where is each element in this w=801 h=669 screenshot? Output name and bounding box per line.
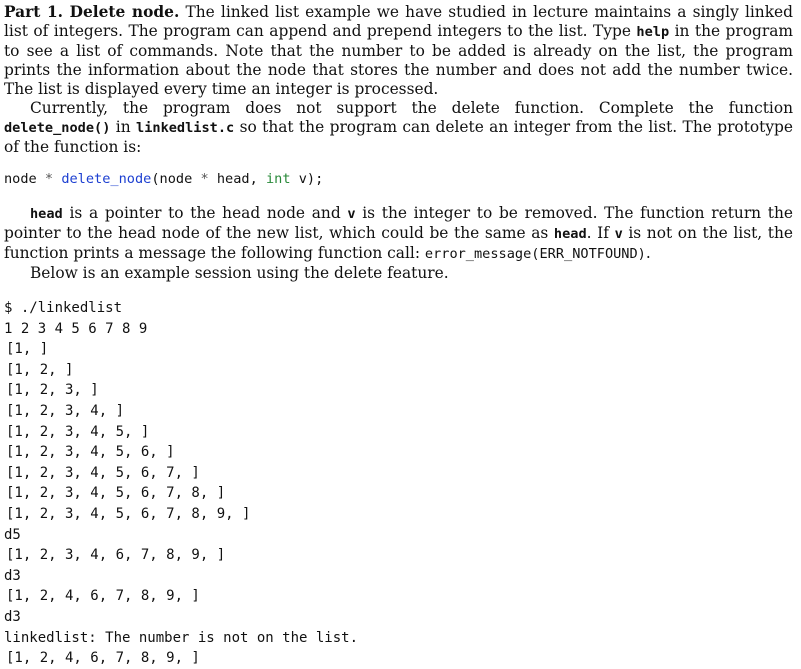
code-v: v (347, 206, 356, 222)
intro-text-a: The linked list example we have studied in lecture maintains a singly linked list of integers. The program can append and prepend integers to the list. Type (4, 3, 793, 40)
session-line: [1, 2, 3, 4, ] (6, 402, 125, 419)
section-heading: Part 1. Delete node. (4, 3, 180, 21)
task-text-a: Currently, the program does not support the delete function. Complete the function (30, 99, 793, 117)
desc-text-a: is a pointer to the head node and (62, 204, 348, 222)
session-line: [1, 2, 3, 4, 5, 6, 7, 8, 9, ] (6, 505, 251, 522)
desc-text-d: is not on the list, the function prints a message the following function call: (4, 224, 794, 262)
desc-text-c: . If (586, 224, 615, 242)
session-line: [1, 2, ] (6, 361, 74, 378)
code-v-2: v (614, 226, 623, 242)
session-line: [1, 2, 3, 4, 5, 6, 7, 8, ] (6, 485, 226, 502)
session-line: $ ./linkedlist (4, 300, 123, 316)
paragraph-description (4, 204, 793, 264)
task-text-b: in (110, 118, 137, 136)
intro-text-b: in the program to see a list of commands. Note that the number to be added is already on the list, the program prints the information about the node that stores the number and does not add the number twice. The list is displayed every time an integer is processed. (4, 22, 793, 98)
function-prototype (4, 170, 793, 189)
session-line: d3 (4, 567, 21, 584)
session-line: [1, 2, 3, ] (6, 382, 99, 399)
code-head-2: head (553, 226, 587, 242)
code-head: head (30, 206, 63, 222)
session-line: 1 2 3 4 5 6 7 8 9 (4, 320, 148, 337)
session-line: d5 (4, 526, 21, 543)
paragraph-intro (4, 3, 793, 99)
session-line: [1, 2, 3, 4, 5, 6, ] (6, 444, 175, 461)
proto-return-type: node (4, 171, 37, 187)
task-text-c: so that the program can delete an integer from the list. The prototype of the function is: (4, 118, 793, 156)
example-session (4, 298, 793, 669)
session-line: d3 (4, 608, 21, 625)
code-help: help (636, 24, 670, 40)
session-line: [1, 2, 4, 6, 7, 8, 9, ] (6, 650, 200, 667)
proto-function-name: delete_node (61, 171, 152, 187)
proto-open-paren: ( (151, 171, 160, 187)
proto-param-v: v); (290, 171, 324, 187)
paragraph-task (4, 99, 793, 157)
proto-param-head: head, (216, 171, 266, 187)
session-line: [1, 2, 3, 4, 5, ] (6, 423, 150, 440)
proto-param-type: node (159, 171, 193, 187)
session-line: [1, 2, 4, 6, 7, 8, 9, ] (6, 588, 200, 605)
desc-text-e: . (645, 244, 651, 262)
session-line: [1, 2, 3, 4, 5, 6, 7, ] (6, 464, 200, 481)
paragraph-session-intro: Below is an example session using the delete feature. (30, 264, 449, 282)
proto-star-1: * (36, 171, 62, 187)
proto-star-2: * (192, 171, 217, 187)
code-error-call: error_message(ERR_NOTFOUND) (424, 246, 646, 262)
code-delete-node: delete_node() (4, 120, 111, 136)
session-line: linkedlist: The number is not on the list. (4, 629, 359, 646)
code-linkedlist-file: linkedlist.c (136, 120, 235, 136)
session-line: [1, ] (6, 341, 49, 358)
proto-int-keyword: int (265, 171, 291, 187)
desc-text-b: is the integer to be removed. The function return the pointer to the head node of the new list, which could be the same as (4, 204, 793, 242)
session-line: [1, 2, 3, 4, 6, 7, 8, 9, ] (6, 547, 226, 564)
